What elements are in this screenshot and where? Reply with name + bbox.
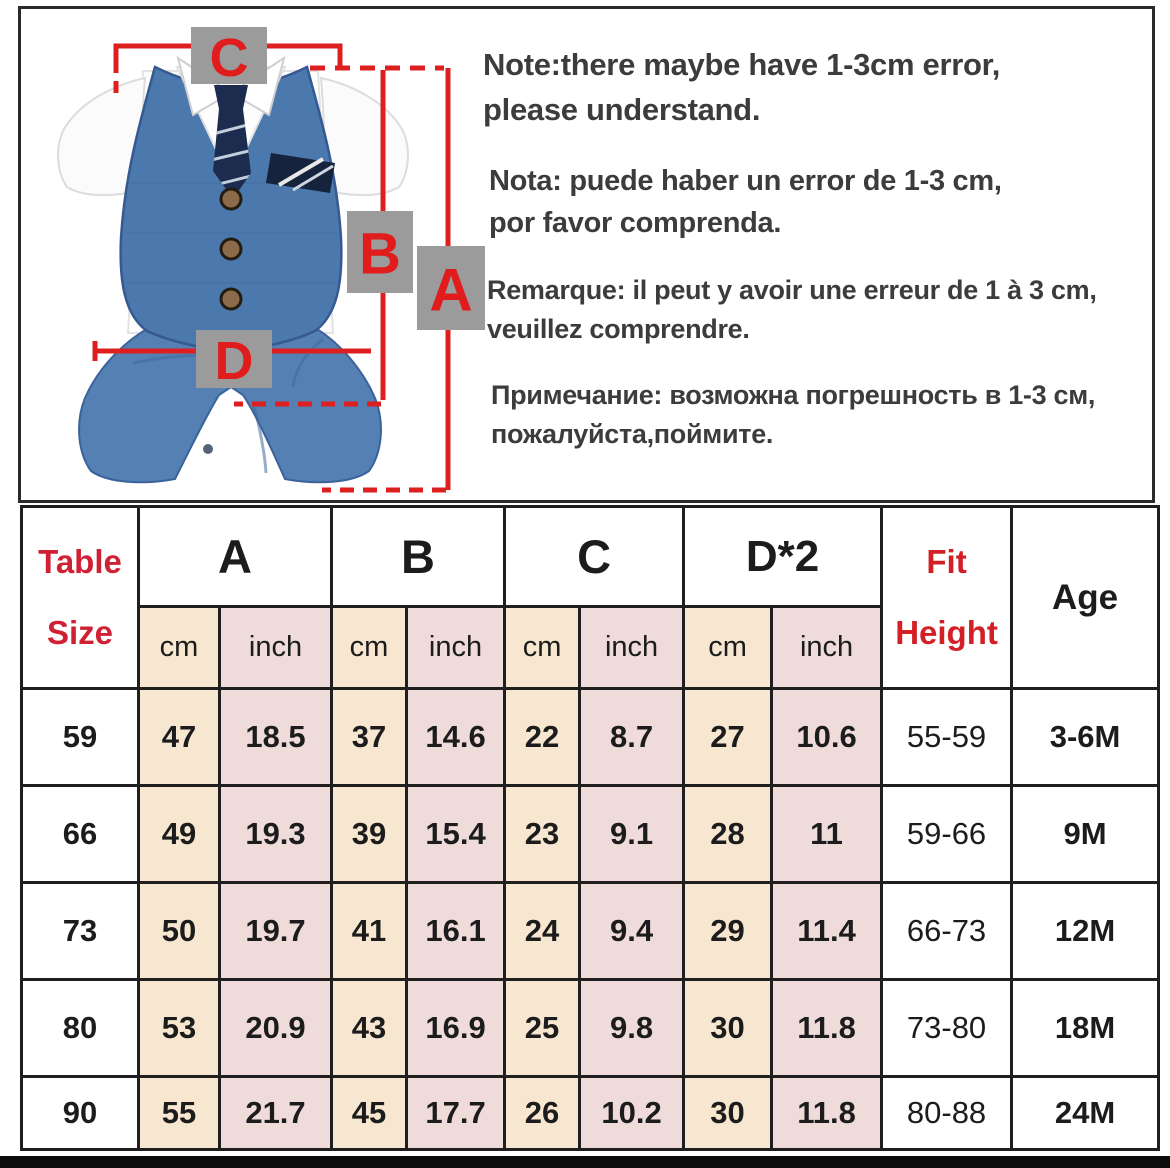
table-row: [22, 1077, 1159, 1150]
age-cell: 3-6M: [1012, 689, 1159, 786]
age-cell: 9M: [1012, 786, 1159, 883]
label-a: A: [429, 256, 473, 324]
table-row: [22, 689, 1159, 786]
height-cell: 80-88: [882, 1077, 1012, 1150]
a-inch-cell: 20.9: [220, 980, 332, 1077]
note-french: [483, 271, 1142, 349]
table-row: [22, 980, 1159, 1077]
size-cell: 80: [22, 980, 139, 1077]
note-english-line2: please understand.: [483, 91, 761, 127]
size-cell: 90: [22, 1077, 139, 1150]
baby-romper-image: [21, 9, 491, 500]
age-cell: 12M: [1012, 883, 1159, 980]
c-cm-cell: 25: [505, 980, 580, 1077]
col-fit-height: [882, 507, 1012, 689]
b-cm-cell: 43: [332, 980, 407, 1077]
unit-c-inch: inch: [580, 607, 684, 689]
age-cell: 18M: [1012, 980, 1159, 1077]
note-russian: [483, 376, 1142, 454]
height-cell: 55-59: [882, 689, 1012, 786]
c-cm-cell: 24: [505, 883, 580, 980]
note-russian-line2: пожалуйста,поймите.: [491, 419, 774, 450]
c-inch-cell: 9.8: [580, 980, 684, 1077]
c-cm-cell: 23: [505, 786, 580, 883]
height-cell: 73-80: [882, 980, 1012, 1077]
top-section: [18, 6, 1155, 503]
note-spanish: [483, 160, 1142, 244]
vest-buttons: [221, 189, 241, 309]
a-cm-cell: 55: [139, 1077, 220, 1150]
c-inch-cell: 9.4: [580, 883, 684, 980]
height-label: Height: [895, 614, 998, 652]
col-age: Age: [1012, 507, 1159, 689]
d-inch-cell: 10.6: [772, 689, 882, 786]
d-inch-cell: 11.8: [772, 980, 882, 1077]
c-cm-cell: 22: [505, 689, 580, 786]
size-cell: 59: [22, 689, 139, 786]
note-english-line1: Note:there maybe have 1-3cm error,: [483, 47, 1001, 82]
label-d: D: [214, 331, 254, 391]
note-english: [483, 43, 1142, 133]
b-cm-cell: 37: [332, 689, 407, 786]
corner-label-table: Table: [38, 542, 122, 580]
b-inch-cell: 14.6: [407, 689, 505, 786]
d-cm-cell: 27: [684, 689, 772, 786]
note-spanish-line2: por favor comprenda.: [489, 206, 782, 239]
age-cell: 24M: [1012, 1077, 1159, 1150]
note-russian-line1: Примечание: возможна погрешность в 1-3 см,: [491, 380, 1096, 411]
unit-b-inch: inch: [407, 607, 505, 689]
a-inch-cell: 19.3: [220, 786, 332, 883]
size-cell: 66: [22, 786, 139, 883]
a-cm-cell: 49: [139, 786, 220, 883]
size-cell: 73: [22, 883, 139, 980]
product-diagram: [21, 9, 491, 500]
note-spanish-line1: Nota: puede haber un error de 1-3 cm,: [489, 164, 1002, 197]
d-inch-cell: 11.8: [772, 1077, 882, 1150]
label-b: B: [359, 221, 401, 287]
c-inch-cell: 10.2: [580, 1077, 684, 1150]
a-cm-cell: 53: [139, 980, 220, 1077]
unit-d-inch: inch: [772, 607, 882, 689]
height-cell: 59-66: [882, 786, 1012, 883]
b-inch-cell: 16.9: [407, 980, 505, 1077]
a-inch-cell: 18.5: [220, 689, 332, 786]
b-inch-cell: 16.1: [407, 883, 505, 980]
d-cm-cell: 29: [684, 883, 772, 980]
notes-block: [483, 43, 1142, 455]
note-french-line1: Remarque: il peut y avoir une erreur de 1 à 3 cm,: [487, 274, 1097, 305]
d-cm-cell: 30: [684, 980, 772, 1077]
b-cm-cell: 39: [332, 786, 407, 883]
col-group-a: A: [139, 507, 332, 607]
a-cm-cell: 47: [139, 689, 220, 786]
height-cell: 66-73: [882, 883, 1012, 980]
b-cm-cell: 45: [332, 1077, 407, 1150]
unit-a-cm: cm: [139, 607, 220, 689]
col-group-c: C: [505, 507, 684, 607]
c-inch-cell: 9.1: [580, 786, 684, 883]
table-row: [22, 786, 1159, 883]
d-inch-cell: 11.4: [772, 883, 882, 980]
unit-c-cm: cm: [505, 607, 580, 689]
fit-label: Fit: [926, 542, 967, 580]
table-row: [22, 883, 1159, 980]
c-inch-cell: 8.7: [580, 689, 684, 786]
label-c: C: [209, 28, 249, 88]
header-row-groups: [22, 507, 1159, 607]
unit-a-inch: inch: [220, 607, 332, 689]
col-group-b: B: [332, 507, 505, 607]
b-cm-cell: 41: [332, 883, 407, 980]
unit-b-cm: cm: [332, 607, 407, 689]
bottom-divider-bar: [0, 1156, 1170, 1168]
unit-d-cm: cm: [684, 607, 772, 689]
corner-label-size: Size: [46, 614, 114, 652]
tie-knot: [214, 85, 248, 109]
a-cm-cell: 50: [139, 883, 220, 980]
a-inch-cell: 19.7: [220, 883, 332, 980]
note-french-line2: veuillez comprendre.: [487, 314, 750, 345]
col-group-d2: D*2: [684, 507, 882, 607]
corner-header: [22, 507, 139, 689]
a-inch-cell: 21.7: [220, 1077, 332, 1150]
c-cm-cell: 26: [505, 1077, 580, 1150]
d-cm-cell: 28: [684, 786, 772, 883]
b-inch-cell: 15.4: [407, 786, 505, 883]
d-inch-cell: 11: [772, 786, 882, 883]
d-cm-cell: 30: [684, 1077, 772, 1150]
size-table: [20, 505, 1160, 1151]
b-inch-cell: 17.7: [407, 1077, 505, 1150]
